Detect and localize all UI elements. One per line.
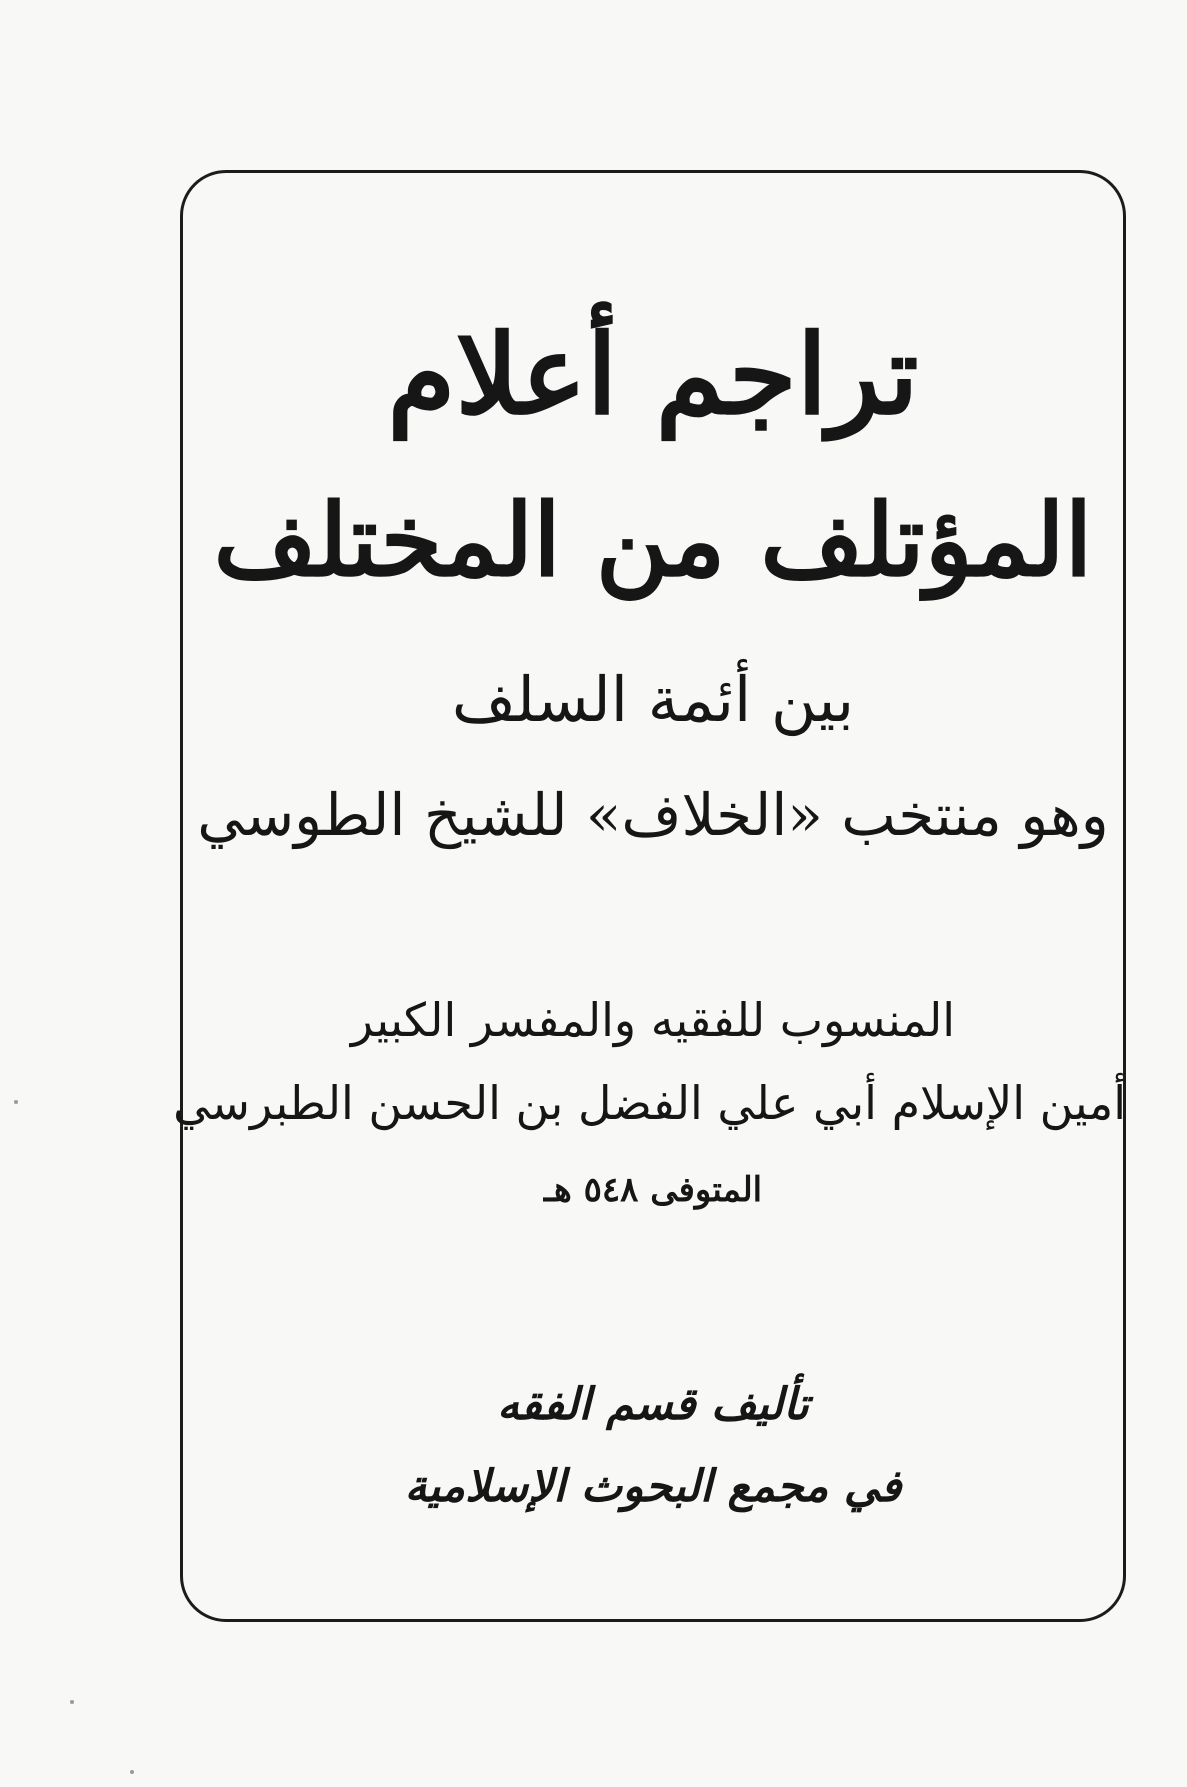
title-line-2: المؤتلف من المختلف [213, 481, 1093, 599]
author-name: أمين الإسلام أبي علي الفضل بن الحسن الطبرسي [173, 1076, 1126, 1130]
publisher-line-1: تأليف قسم الفقه [497, 1379, 809, 1430]
subtitle-line-1: بين أئمة السلف [451, 663, 855, 736]
publisher-line-2: في مجمع البحوث الإسلامية [404, 1461, 902, 1512]
subtitle-line-2: وهو منتخب «الخلاف» للشيخ الطوسي [197, 781, 1109, 849]
death-date: المتوفى ٥٤٨ هـ [543, 1170, 763, 1210]
title-line-1: تراجم أعلام [387, 310, 919, 439]
paper-speck [70, 1700, 74, 1704]
paper-speck [14, 1100, 18, 1104]
attribution-line-1: المنسوب للفقيه والمفسر الكبير [350, 993, 956, 1047]
paper-speck [130, 1770, 134, 1774]
